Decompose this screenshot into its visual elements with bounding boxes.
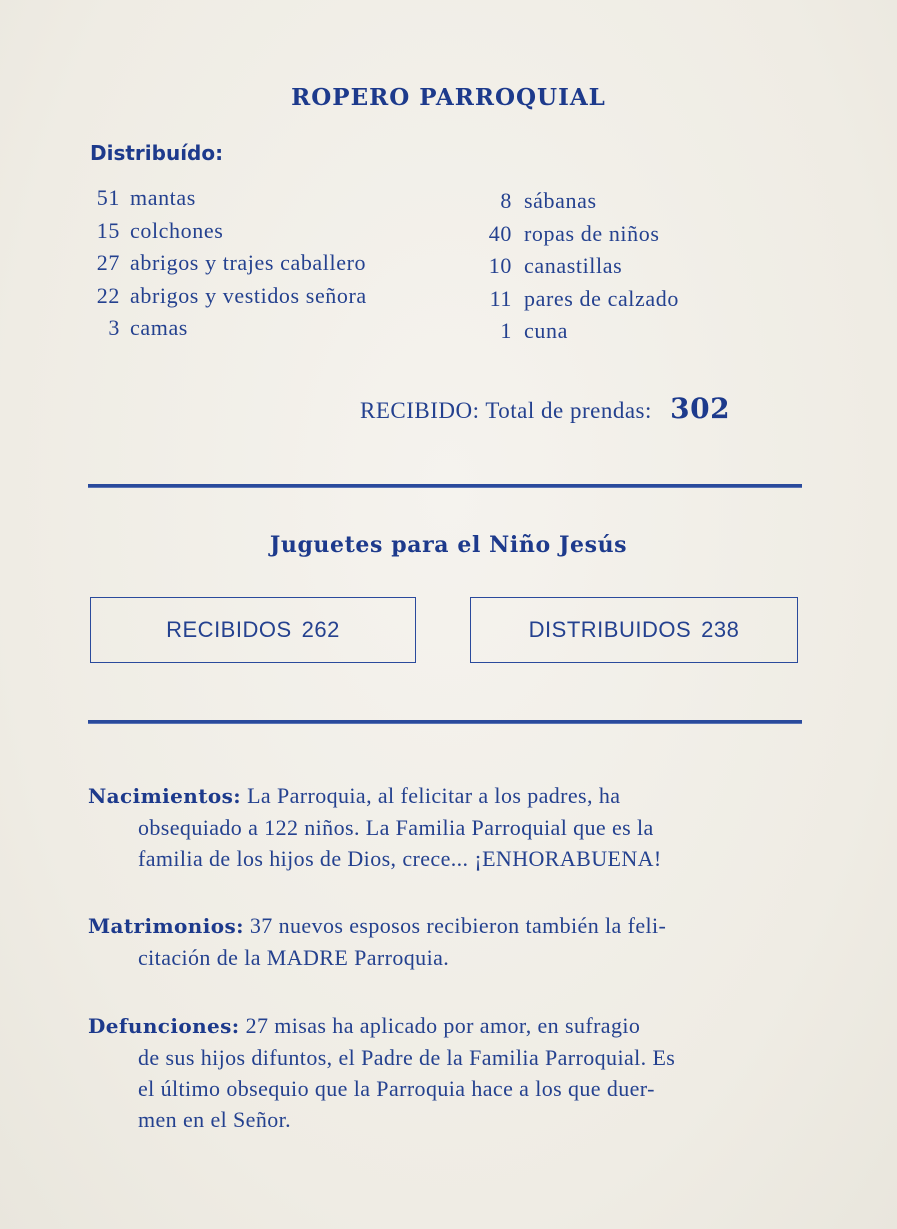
marriages-text-line: citación de la MADRE Parroquia. — [138, 945, 450, 970]
item-quantity: 10 — [488, 253, 512, 279]
deaths-text-line: 27 misas ha aplicado por amor, en sufragio — [245, 1013, 641, 1038]
total-value: 302 — [670, 392, 731, 425]
births-text-line: obsequiado a 122 niños. La Familia Parroquial que es la — [138, 815, 654, 840]
item-quantity: 15 — [96, 217, 120, 243]
section-divider — [88, 720, 802, 724]
items-list-right — [478, 188, 738, 351]
item-quantity: 22 — [96, 282, 120, 308]
list-item — [478, 188, 738, 221]
item-label: sábanas — [524, 188, 597, 213]
list-item — [478, 286, 738, 319]
distributed-heading: Distribuído: — [90, 141, 224, 165]
list-item — [478, 318, 738, 351]
items-list-left — [88, 185, 428, 348]
deaths-text-line: de sus hijos difuntos, el Padre de la Familia Parroquial. Es — [138, 1045, 676, 1070]
item-label: camas — [130, 315, 188, 341]
item-label: colchones — [130, 217, 224, 243]
total-received-line — [360, 392, 730, 425]
toys-distributed-box — [470, 597, 798, 663]
list-item — [88, 250, 428, 283]
item-quantity: 11 — [489, 285, 512, 311]
marriages-label: Matrimonios: — [88, 914, 244, 938]
list-item — [88, 283, 428, 316]
births-paragraph — [88, 780, 800, 874]
item-label: cuna — [524, 318, 568, 344]
item-quantity: 8 — [500, 188, 512, 213]
list-item — [478, 253, 738, 286]
item-label: abrigos y trajes caballero — [130, 250, 367, 276]
marriages-paragraph — [88, 910, 800, 973]
toys-distributed-label: DISTRIBUIDOS — [528, 617, 692, 642]
toys-received-value: 262 — [301, 617, 340, 642]
deaths-text-line: el último obsequio que la Parroquia hace a los que duer- — [138, 1076, 655, 1101]
toys-distributed-value: 238 — [701, 617, 740, 642]
births-text-line: La Parroquia, al felicitar a los padres, ha — [247, 783, 621, 808]
item-label: mantas — [130, 185, 196, 210]
marriages-text-line: 37 nuevos esposos recibieron también la feli- — [249, 913, 667, 938]
list-item — [88, 218, 428, 251]
deaths-paragraph — [88, 1010, 800, 1135]
section-divider — [88, 484, 802, 488]
deaths-text-line: men en el Señor. — [138, 1107, 292, 1132]
births-text-line: familia de los hijos de Dios, crece... ¡ENHORABUENA! — [138, 846, 662, 871]
births-label: Nacimientos: — [88, 784, 242, 808]
item-quantity: 3 — [108, 315, 120, 341]
list-item — [478, 221, 738, 254]
total-label: RECIBIDO: Total de prendas: — [360, 398, 652, 423]
toys-heading: Juguetes para el Niño Jesús — [269, 532, 628, 558]
page-title: ROPERO PARROQUIAL — [291, 84, 606, 111]
list-item — [88, 185, 428, 218]
item-quantity: 40 — [488, 220, 512, 246]
toys-received-box — [90, 597, 416, 663]
item-quantity: 1 — [500, 318, 512, 344]
list-item — [88, 315, 428, 348]
deaths-label: Defunciones: — [88, 1014, 240, 1038]
item-label: canastillas — [524, 253, 623, 279]
item-quantity: 51 — [96, 185, 120, 210]
item-label: abrigos y vestidos señora — [130, 282, 367, 308]
item-label: ropas de niños — [524, 220, 660, 246]
toys-received-label: RECIBIDOS — [166, 617, 292, 642]
item-label: pares de calzado — [524, 285, 679, 311]
item-quantity: 27 — [96, 250, 120, 276]
